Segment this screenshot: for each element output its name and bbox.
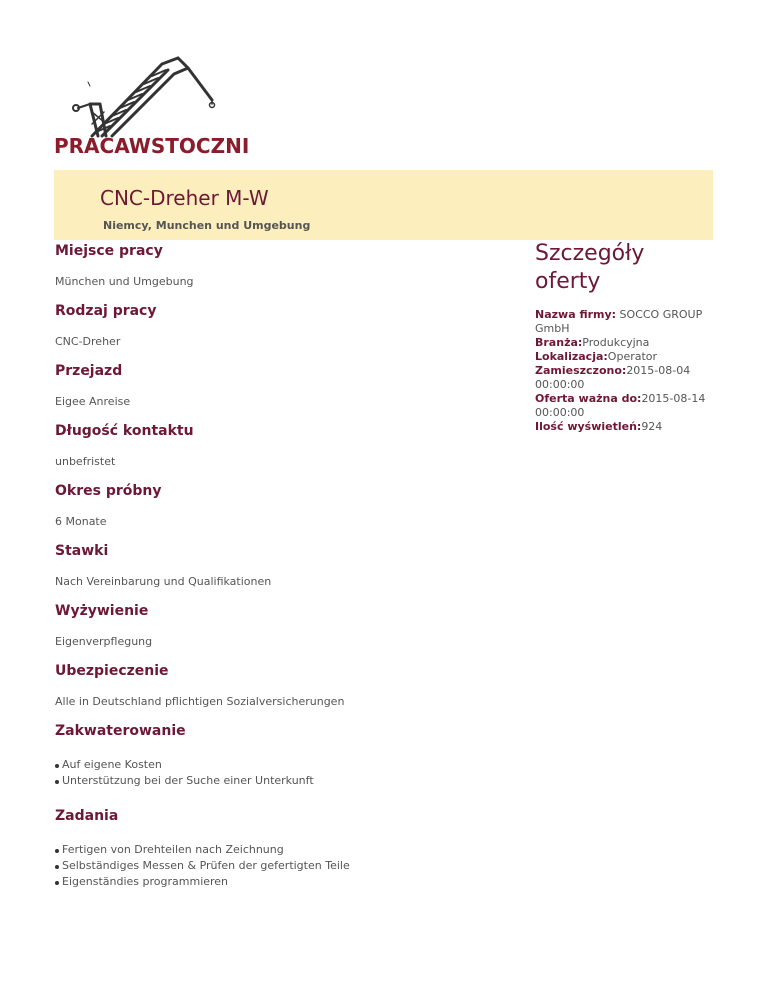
section-text: CNC-Dreher: [55, 335, 121, 348]
job-title: CNC-Dreher M-W: [100, 186, 269, 210]
detail-location: [535, 350, 715, 364]
section-heading: Przejazd: [55, 363, 123, 379]
section-heading: Długość kontaktu: [55, 423, 194, 439]
detail-value: SOCCO GROUP GmbH: [535, 308, 703, 335]
section-text: Eigee Anreise: [55, 395, 131, 408]
section-accommodation: [55, 721, 495, 806]
logo-text: PRACAWSTOCZNI: [54, 134, 250, 158]
bullet-list: [55, 757, 495, 789]
offer-details: [535, 240, 715, 434]
section-rates: [55, 541, 495, 601]
detail-views: [535, 420, 715, 434]
detail-label: Branża:: [535, 336, 583, 349]
section-food: [55, 601, 495, 661]
section-text: 6 Monate: [55, 515, 107, 528]
section-heading: Wyżywienie: [55, 603, 149, 619]
section-heading: Zadania: [55, 808, 119, 824]
detail-posted: [535, 364, 715, 392]
section-place: [55, 241, 495, 301]
section-heading: Zakwaterowanie: [55, 723, 186, 739]
section-insurance: [55, 661, 495, 721]
detail-label: Zamieszczono:: [535, 364, 627, 377]
detail-company: [535, 308, 715, 336]
detail-value: Produkcyjna: [582, 336, 650, 349]
list-item: Eigenständies programmieren: [55, 874, 495, 890]
section-travel: [55, 361, 495, 421]
job-header-banner: [54, 170, 713, 240]
site-logo[interactable]: [54, 52, 250, 162]
detail-value: 924: [641, 420, 663, 433]
job-location: Niemcy, Munchen und Umgebung: [103, 219, 311, 232]
section-type: [55, 301, 495, 361]
detail-valid-until: [535, 392, 715, 420]
detail-label: Ilość wyświetleń:: [535, 420, 642, 433]
details-heading: Szczegóły oferty: [535, 241, 645, 294]
section-text: Nach Vereinbarung und Qualifikationen: [55, 575, 272, 588]
crane-icon: [54, 52, 224, 142]
section-heading: Rodzaj pracy: [55, 303, 157, 319]
section-tasks: [55, 806, 495, 890]
detail-value: 2015-08-14 00:00:00: [535, 392, 706, 419]
list-item: Fertigen von Drehteilen nach Zeichnung: [55, 842, 495, 858]
section-text: Alle in Deutschland pflichtigen Sozialversicherungen: [55, 695, 345, 708]
section-heading: Stawki: [55, 543, 109, 559]
list-item: Auf eigene Kosten: [55, 757, 495, 773]
section-text: Eigenverpflegung: [55, 635, 153, 648]
section-contract: [55, 421, 495, 481]
job-sections: [55, 241, 495, 890]
list-item: Selbständiges Messen & Prüfen der gefertigten Teile: [55, 858, 495, 874]
detail-value: 2015-08-04 00:00:00: [535, 364, 691, 391]
section-heading: Ubezpieczenie: [55, 663, 169, 679]
section-text: München und Umgebung: [55, 275, 194, 288]
detail-industry: [535, 336, 715, 350]
section-heading: Miejsce pracy: [55, 243, 163, 259]
detail-label: Lokalizacja:: [535, 350, 608, 363]
section-probation: [55, 481, 495, 541]
section-text: unbefristet: [55, 455, 116, 468]
section-heading: Okres próbny: [55, 483, 162, 499]
detail-label: Oferta ważna do:: [535, 392, 642, 405]
bullet-list: [55, 842, 495, 890]
detail-value: Operator: [607, 350, 658, 363]
detail-label: Nazwa firmy:: [535, 308, 617, 321]
list-item: Unterstützung bei der Suche einer Unterkunft: [55, 773, 495, 789]
